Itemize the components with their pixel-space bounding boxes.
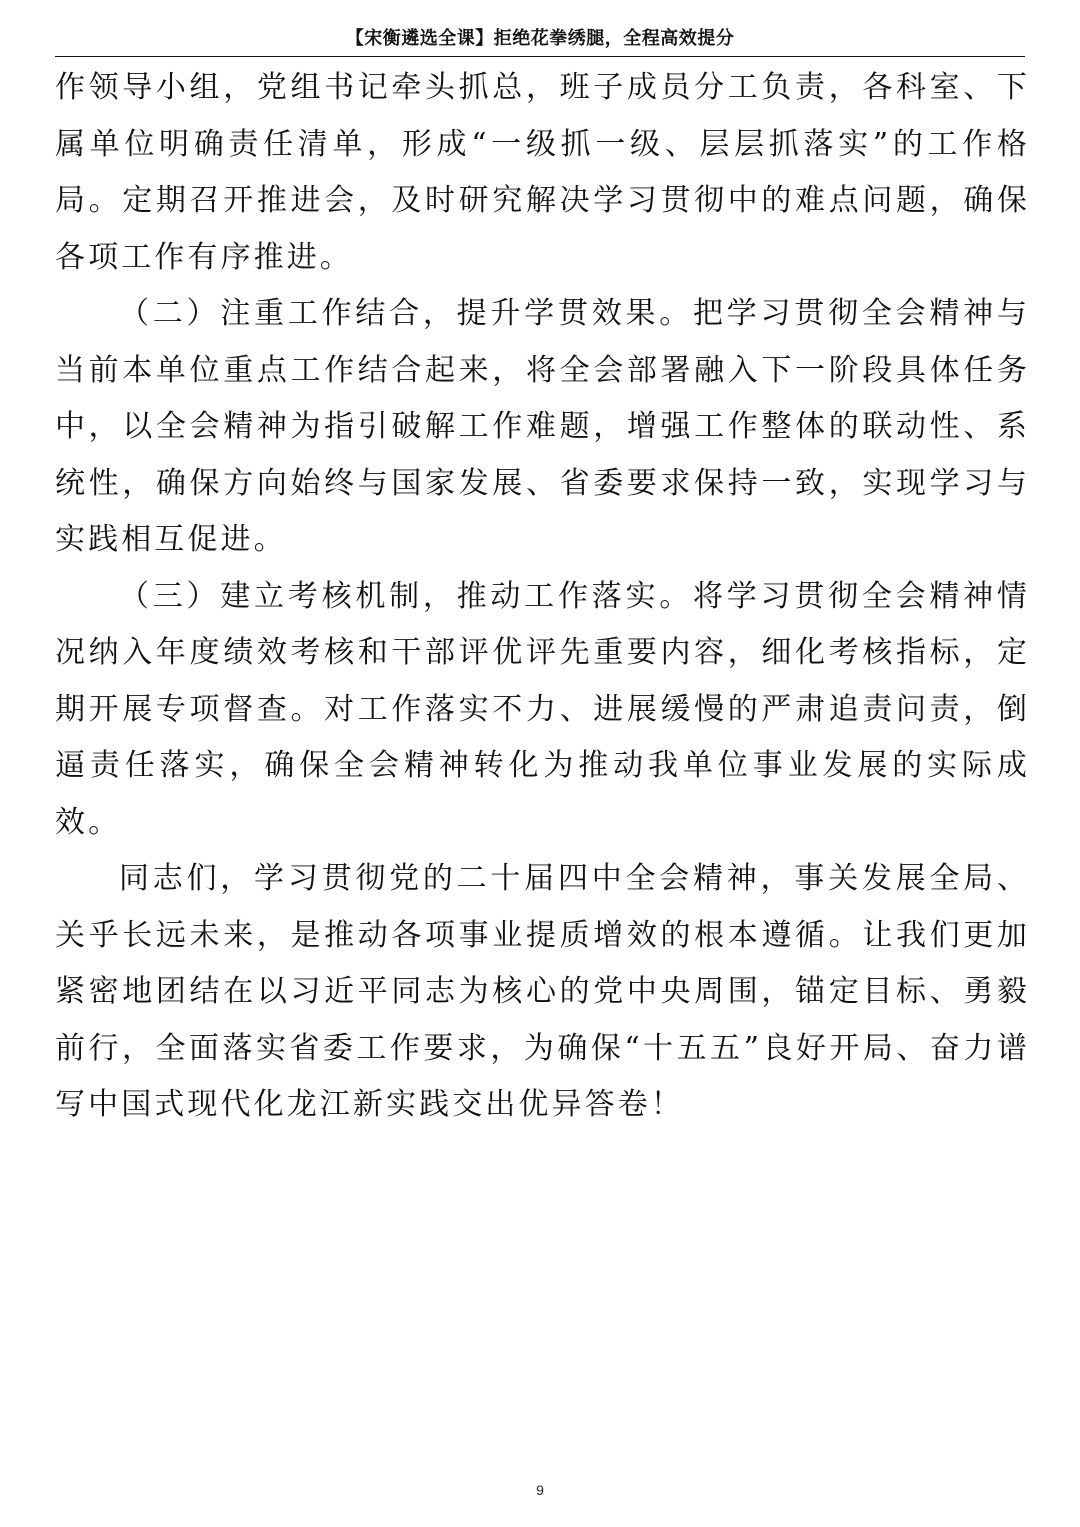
document-body [55, 60, 1030, 1134]
page-header [55, 22, 1025, 57]
page-header-text: 【宋衡遴选全课】拒绝花拳绣腿，全程高效提分 [345, 28, 735, 49]
page-number: 9 [536, 1482, 544, 1498]
paragraph-assessment-mechanism: （三）建立考核机制，推动工作落实。将学习贯彻全会精神情况纳入年度绩效考核和干部评优评先重要内容，细化考核指标，定期开展专项督查。对工作落实不力、进展缓慢的严肃追责问责，倒逼责任落实，确保全会精神转化为推动我单位事业发展的实际成效。 [55, 578, 1030, 840]
paragraph-closing: 同志们，学习贯彻党的二十届四中全会精神，事关发展全局、关乎长远未来，是推动各项事业提质增效的根本遵循。让我们更加紧密地团结在以习近平同志为核心的党中央周围，锚定目标、勇毅前行，全面落实省委工作要求，为确保“十五五”良好开局、奋力谱写中国式现代化龙江新实践交出优异答卷！ [55, 861, 1030, 1122]
paragraph-work-integration: （二）注重工作结合，提升学贯效果。把学习贯彻全会精神与当前本单位重点工作结合起来，将全会部署融入下一阶段具体任务中，以全会精神为指引破解工作难题，增强工作整体的联动性、系统性，确保方向始终与国家发展、省委要求保持一致，实现学习与实践相互促进。 [55, 296, 1030, 557]
paragraph-continuation: 作领导小组，党组书记牵头抓总，班子成员分工负责，各科室、下属单位明确责任清单，形成“一级抓一级、层层抓落实”的工作格局。定期召开推进会，及时研究解决学习贯彻中的难点问题，确保各项工作有序推进。 [55, 70, 1030, 275]
